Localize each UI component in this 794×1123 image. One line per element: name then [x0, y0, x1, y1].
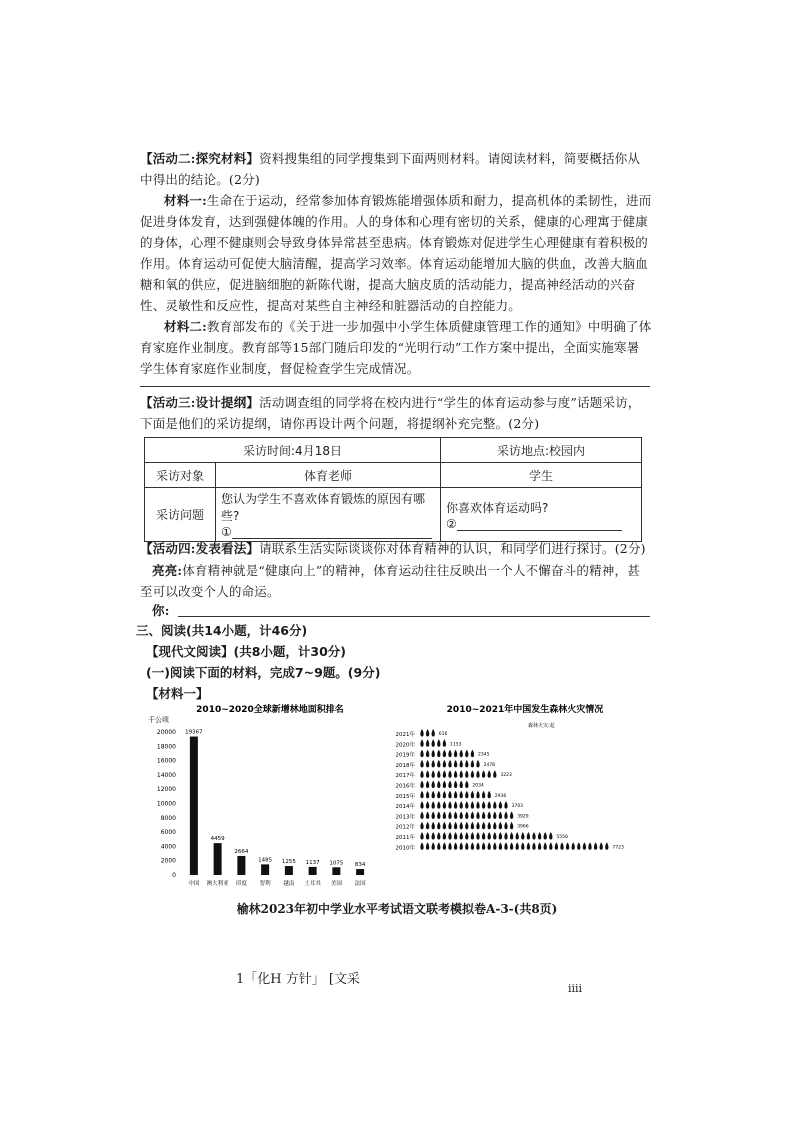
fire-drop-icon [437, 750, 440, 758]
fire-drop-icon [471, 822, 474, 830]
teacher-question: 您认为学生不喜欢体育锻炼的原因有哪些? [221, 492, 426, 523]
chart1-ytick-label: 6000 [160, 829, 176, 837]
chart2-row [420, 811, 513, 819]
activity2-intro: 资料搜集组的同学搜集到下面两则材料。请阅读材料，简要概括你从中得出的结论。(2分) [140, 151, 641, 187]
chart1-data-label: 1485 [258, 857, 273, 864]
chart1-ytick-label: 2000 [160, 857, 176, 865]
chart2-row [420, 760, 479, 768]
fire-drop-icon [532, 832, 535, 840]
fire-drop-icon [448, 811, 451, 819]
fire-drop-icon [426, 729, 429, 737]
chart1-ytick-label: 12000 [156, 786, 176, 794]
chart1-data-label: 1075 [329, 860, 344, 867]
fire-drop-icon [476, 842, 479, 850]
fire-drop-icon [476, 832, 479, 840]
fire-drop-icon [432, 801, 435, 809]
fire-drop-icon [460, 822, 463, 830]
fire-drop-icon [432, 739, 435, 747]
fire-drop-icon [560, 842, 563, 850]
chart1-ytick-label: 10000 [156, 800, 176, 808]
fire-drop-icon [454, 781, 457, 789]
liangliang-label: 亮亮: [152, 563, 183, 578]
fire-drop-icon [460, 760, 463, 768]
chart1-category-label: 土耳其 [304, 881, 321, 887]
fire-drop-icon [426, 750, 429, 758]
chart1-bar [261, 864, 269, 875]
fire-drop-icon [471, 760, 474, 768]
fire-drop-icon [454, 822, 457, 830]
section3-title: 三、阅读(共14小题，计46分) [136, 623, 308, 638]
fire-drop-icon [538, 842, 541, 850]
modern-reading-title: 【现代文阅读】(共8小题，计30分) [146, 644, 347, 659]
fire-drop-icon [549, 842, 552, 850]
part1-instruction: (一)阅读下面的材料，完成7~9题。(9分) [146, 665, 381, 680]
chart2-legend: 森林火灾:起 [528, 723, 555, 729]
chart2-row [420, 739, 446, 747]
chart2-row [420, 832, 552, 840]
chart2-category-label: 2016年 [395, 783, 415, 790]
activity2-paragraph [140, 148, 652, 190]
fire-drop-icon [510, 822, 513, 830]
fire-drop-icon [493, 832, 496, 840]
fire-drop-icon [465, 811, 468, 819]
fire-drop-icon [476, 791, 479, 799]
chart2-data-label: 616 [438, 732, 448, 737]
chart1-data-label: 2664 [234, 848, 249, 855]
fire-drop-icon [527, 832, 530, 840]
fire-drop-icon [471, 832, 474, 840]
chart1-ytick-label: 14000 [156, 771, 176, 779]
fire-drop-icon [521, 842, 524, 850]
answer-blank-1[interactable] [232, 524, 432, 539]
chart2-row [420, 822, 513, 830]
fire-drop-icon [420, 781, 423, 789]
fire-drop-icon [432, 842, 435, 850]
fire-drop-icon [482, 842, 485, 850]
you-answer-line[interactable] [178, 616, 650, 617]
fire-drop-icon [482, 832, 485, 840]
fire-drop-icon [460, 801, 463, 809]
fire-drop-icon [499, 832, 502, 840]
fire-drop-icon [493, 801, 496, 809]
fire-drop-icon [488, 770, 491, 778]
fire-drop-icon [443, 791, 446, 799]
fire-drop-icon [460, 791, 463, 799]
chart2-data-label: 1153 [450, 742, 462, 748]
fire-drop-icon [420, 739, 423, 747]
fire-drop-icon [583, 842, 586, 850]
fire-drop-icon [594, 842, 597, 850]
fire-drop-icon [443, 760, 446, 768]
fire-drop-icon [443, 822, 446, 830]
chart2-category-label: 2020年 [395, 742, 415, 749]
fire-drop-icon [577, 842, 580, 850]
fire-drop-icon [504, 811, 507, 819]
fire-drop-icon [460, 811, 463, 819]
fire-drop-icon [448, 770, 451, 778]
forest-fire-pictogram-chart [380, 700, 660, 870]
chart2-data-label: 3223 [500, 773, 512, 779]
fire-drop-icon [443, 739, 446, 747]
chart1-bar [309, 867, 317, 875]
fire-drop-icon [437, 832, 440, 840]
material2-label: 材料二: [164, 319, 207, 334]
fire-drop-icon [460, 832, 463, 840]
fire-drop-icon [443, 832, 446, 840]
activity4-heading: 【活动四:发表看法】 [140, 541, 260, 556]
fire-drop-icon [426, 842, 429, 850]
fire-drop-icon [437, 811, 440, 819]
fire-drop-icon [493, 811, 496, 819]
fire-drop-icon [510, 842, 513, 850]
chart1-category-label: 澳大利亚 [206, 881, 229, 887]
fire-drop-icon [454, 760, 457, 768]
fire-drop-icon [432, 760, 435, 768]
fire-drop-icon [504, 801, 507, 809]
fire-drop-icon [460, 750, 463, 758]
fire-drop-icon [493, 770, 496, 778]
fire-drop-icon [476, 822, 479, 830]
chart2-category-label: 2019年 [395, 752, 415, 759]
chart1-ytick-label: 4000 [160, 843, 176, 851]
chart2-row [420, 750, 474, 758]
fire-drop-icon [448, 750, 451, 758]
chart1-bar [190, 737, 198, 875]
chart2-row [420, 770, 496, 778]
material1-label: 材料一: [164, 193, 207, 208]
fire-drop-icon [420, 729, 423, 737]
chart2-row [420, 801, 507, 809]
fire-drop-icon [538, 832, 541, 840]
fire-drop-icon [521, 832, 524, 840]
fire-drop-icon [465, 801, 468, 809]
chart2-category-label: 2013年 [395, 814, 415, 821]
fire-drop-icon [471, 811, 474, 819]
chart1-category-label: 法国 [354, 881, 366, 887]
fire-drop-icon [488, 842, 491, 850]
student-question-cell [441, 488, 642, 542]
fire-drop-icon [432, 791, 435, 799]
fire-drop-icon [448, 791, 451, 799]
fire-drop-icon [437, 822, 440, 830]
chart2-data-label: 3929 [517, 814, 529, 820]
chart1-data-label: 1255 [281, 859, 296, 866]
fire-drop-icon [426, 811, 429, 819]
fire-drop-icon [476, 811, 479, 819]
interview-object-label: 采访对象 [145, 463, 216, 488]
interview-time: 采访时间:4月18日 [145, 438, 441, 463]
fire-drop-icon [482, 811, 485, 819]
chart1-bar [332, 867, 340, 875]
chart1-bar [237, 856, 245, 875]
fire-drop-icon [499, 822, 502, 830]
chart1-category-label: 智利 [259, 881, 271, 887]
fire-drop-icon [426, 760, 429, 768]
liangliang-paragraph [140, 560, 652, 602]
fire-drop-icon [532, 842, 535, 850]
fire-drop-icon [432, 781, 435, 789]
fire-drop-icon [454, 770, 457, 778]
fire-drop-icon [488, 822, 491, 830]
fire-drop-icon [465, 791, 468, 799]
chart1-ytick-label: 0 [172, 872, 176, 879]
fire-drop-icon [426, 801, 429, 809]
fire-drop-icon [454, 811, 457, 819]
interview-place: 采访地点:校园内 [441, 438, 642, 463]
fire-drop-icon [443, 801, 446, 809]
interview-question-label: 采访问题 [145, 488, 216, 542]
fire-drop-icon [516, 842, 519, 850]
chart2-row [420, 781, 468, 789]
activity3-paragraph [140, 392, 652, 434]
fire-drop-icon [471, 791, 474, 799]
chart1-category-label: 美国 [330, 881, 342, 887]
fire-drop-icon [460, 842, 463, 850]
fire-drop-icon [448, 760, 451, 768]
fire-drop-icon [420, 791, 423, 799]
fire-drop-icon [420, 770, 423, 778]
fire-drop-icon [482, 801, 485, 809]
chart2-data-label: 2345 [478, 752, 490, 758]
interview-student: 学生 [441, 463, 642, 488]
chart2-row [420, 842, 608, 850]
fire-drop-icon [488, 791, 491, 799]
chart2-category-label: 2018年 [395, 762, 415, 769]
fire-drop-icon [510, 811, 513, 819]
fire-drop-icon [448, 842, 451, 850]
activity3-intro: 活动调查组的同学将在校内进行“学生的体育运动参与度”话题采访，下面是他们的采访提纲，请你再设计两个问题，将提纲补充完整。(2分) [140, 395, 641, 431]
chart2-category-label: 2014年 [395, 804, 415, 811]
chart2-category-label: 2017年 [395, 773, 415, 780]
fire-drop-icon [432, 750, 435, 758]
fire-drop-icon [437, 770, 440, 778]
fire-drop-icon [493, 822, 496, 830]
liangliang-text: 体育精神就是“健康向上”的精神，体育运动往往反映出一个人不懈奋斗的精神，甚至可以改变个人的命运。 [140, 563, 640, 599]
fire-drop-icon [420, 822, 423, 830]
fire-drop-icon [448, 822, 451, 830]
fire-drop-icon [476, 770, 479, 778]
fire-drop-icon [432, 832, 435, 840]
fire-drop-icon [454, 791, 457, 799]
fire-drop-icon [443, 770, 446, 778]
fire-drop-icon [448, 801, 451, 809]
fire-drop-icon [443, 781, 446, 789]
chart2-data-label: 3966 [517, 824, 529, 830]
handwriting-left: 1「化H 方针」 [文采 [236, 972, 360, 987]
fire-drop-icon [437, 791, 440, 799]
fire-drop-icon [572, 842, 575, 850]
fire-drop-icon [443, 750, 446, 758]
fire-drop-icon [432, 729, 435, 737]
fire-drop-icon [488, 832, 491, 840]
fire-drop-icon [471, 801, 474, 809]
chart1-data-label: 4459 [210, 836, 225, 843]
fire-drop-icon [454, 842, 457, 850]
student-question: 你喜欢体育运动吗? [446, 500, 549, 515]
chart2-row [420, 791, 491, 799]
fire-drop-icon [437, 801, 440, 809]
chart1-bar [285, 866, 293, 875]
chart1-bar [214, 843, 222, 875]
fire-drop-icon [465, 770, 468, 778]
fire-drop-icon [420, 811, 423, 819]
material1-paragraph [140, 190, 652, 316]
fire-drop-icon [471, 842, 474, 850]
fire-drop-icon [504, 832, 507, 840]
chart1-ylabel: 千公顷 [148, 716, 169, 724]
fire-drop-icon [482, 791, 485, 799]
fire-drop-icon [420, 832, 423, 840]
fire-drop-icon [454, 832, 457, 840]
activity4-intro: 请联系生活实际谈谈你对体育精神的认识，和同学们进行探讨。(2分) [259, 541, 646, 556]
fire-drop-icon [493, 842, 496, 850]
chart2-category-label: 2021年 [395, 732, 415, 738]
fire-drop-icon [471, 750, 474, 758]
chart1-category-label: 越南 [283, 881, 295, 887]
chart2-category-label: 2010年 [395, 845, 415, 852]
fire-drop-icon [527, 842, 530, 850]
chart2-data-label: 3703 [511, 804, 524, 810]
fire-drop-icon [499, 801, 502, 809]
fire-drop-icon [420, 760, 423, 768]
you-line [140, 600, 652, 621]
fire-drop-icon [454, 750, 457, 758]
chart1-ytick-label: 20000 [156, 729, 176, 736]
fire-drop-icon [426, 770, 429, 778]
teacher-question-cell [216, 488, 441, 542]
fire-drop-icon [420, 801, 423, 809]
material1-text: 生命在于运动，经常参加体育锻炼能增强体质和耐力，提高机体的柔韧性，进而促进身体发育，达到强健体魄的作用。人的身体和心理有密切的关系，健康的心理寓于健康的身体，心理不健康则会导致身体异常甚至患病。体育锻炼对促进学生心理健康有着积极的作用。体育运动可促使大脑清醒，提高学习效率。体育运动能增加大脑的供血，改善大脑血糖和氧的供应，促进脑细胞的新陈代谢，提高大脑皮质的活动能力，提高神经活动的兴奋性、灵敏性和反应性，提高对某些自主神经和脏器活动的自控能力。 [140, 193, 652, 313]
chart2-category-label: 2012年 [395, 824, 415, 831]
material1-title: 【材料一】 [146, 686, 209, 701]
fire-drop-icon [426, 822, 429, 830]
fire-drop-icon [460, 770, 463, 778]
fire-drop-icon [588, 842, 591, 850]
forest-area-bar-chart [140, 700, 380, 895]
fire-drop-icon [516, 832, 519, 840]
chart1-title: 2010~2020全球新增林地面积排名 [196, 705, 344, 715]
page-footer: 榆林2023年初中学业水平考试语文联考模拟卷A-3-(共8页) [236, 902, 558, 916]
fire-drop-icon [549, 832, 552, 840]
answer-line [140, 386, 650, 387]
fire-drop-icon [420, 842, 423, 850]
fire-drop-icon [499, 842, 502, 850]
fire-drop-icon [432, 770, 435, 778]
blank-marker-2: ② [446, 516, 457, 531]
chart2-category-label: 2011年 [395, 835, 415, 841]
fire-drop-icon [460, 781, 463, 789]
fire-drop-icon [443, 842, 446, 850]
chart1-data-label: 1137 [305, 859, 320, 866]
you-label: 你: [152, 603, 170, 618]
chart1-bar [356, 869, 364, 875]
fire-drop-icon [566, 842, 569, 850]
fire-drop-icon [544, 842, 547, 850]
fire-drop-icon [426, 739, 429, 747]
material2-text: 教育部发布的《关于进一步加强中小学生体质健康管理工作的通知》中明确了体育家庭作业制度。教育部等15部门随后印发的“光明行动”工作方案中提出，全面实施寒暑学生体育家庭作业制度，督促检查学生完成情况。 [140, 319, 652, 376]
material2-paragraph [140, 316, 652, 379]
chart2-data-label: 2478 [483, 762, 496, 768]
fire-drop-icon [605, 842, 608, 850]
fire-drop-icon [454, 801, 457, 809]
activity2-heading: 【活动二:探究材料】 [140, 151, 260, 166]
chart2-data-label: 2936 [494, 793, 507, 799]
chart1-data-label: 834 [354, 862, 366, 869]
fire-drop-icon [437, 781, 440, 789]
chart1-ytick-label: 16000 [156, 757, 176, 765]
fire-drop-icon [426, 781, 429, 789]
fire-drop-icon [465, 760, 468, 768]
chart2-category-label: 2015年 [395, 793, 415, 800]
fire-drop-icon [504, 842, 507, 850]
activity3-heading: 【活动三:设计提纲】 [140, 395, 260, 410]
fire-drop-icon [420, 750, 423, 758]
fire-drop-icon [432, 811, 435, 819]
fire-drop-icon [465, 842, 468, 850]
fire-drop-icon [437, 842, 440, 850]
fire-drop-icon [426, 791, 429, 799]
fire-drop-icon [448, 781, 451, 789]
chart1-ytick-label: 18000 [156, 743, 176, 751]
fire-drop-icon [499, 811, 502, 819]
chart2-data-label: 2034 [472, 783, 484, 789]
fire-drop-icon [465, 832, 468, 840]
chart1-category-label: 印度 [235, 881, 247, 887]
fire-drop-icon [488, 811, 491, 819]
answer-blank-2[interactable] [457, 516, 622, 531]
chart2-data-label: 7723 [612, 845, 624, 851]
fire-drop-icon [465, 822, 468, 830]
fire-drop-icon [471, 770, 474, 778]
fire-drop-icon [437, 760, 440, 768]
fire-drop-icon [544, 832, 547, 840]
fire-drop-icon [510, 832, 513, 840]
chart1-category-label: 中国 [188, 881, 200, 887]
fire-drop-icon [600, 842, 603, 850]
fire-drop-icon [426, 832, 429, 840]
fire-drop-icon [476, 801, 479, 809]
fire-drop-icon [476, 760, 479, 768]
fire-drop-icon [465, 781, 468, 789]
fire-drop-icon [443, 811, 446, 819]
handwriting-right: iiii [568, 982, 583, 995]
blank-marker-1: ① [221, 525, 232, 539]
interview-teacher: 体育老师 [216, 463, 441, 488]
fire-drop-icon [465, 750, 468, 758]
chart1-ytick-label: 8000 [160, 814, 176, 822]
fire-drop-icon [448, 832, 451, 840]
fire-drop-icon [488, 801, 491, 809]
fire-drop-icon [437, 739, 440, 747]
chart2-title: 2010~2021年中国发生森林火灾情况 [446, 705, 604, 715]
chart2-data-label: 5550 [556, 835, 568, 840]
fire-drop-icon [482, 822, 485, 830]
fire-drop-icon [432, 822, 435, 830]
chart2-row [420, 729, 435, 737]
fire-drop-icon [555, 842, 558, 850]
interview-outline-table [144, 437, 642, 542]
fire-drop-icon [504, 822, 507, 830]
activity4-paragraph [140, 538, 652, 559]
fire-drop-icon [482, 770, 485, 778]
chart1-data-label: 19367 [185, 729, 203, 736]
